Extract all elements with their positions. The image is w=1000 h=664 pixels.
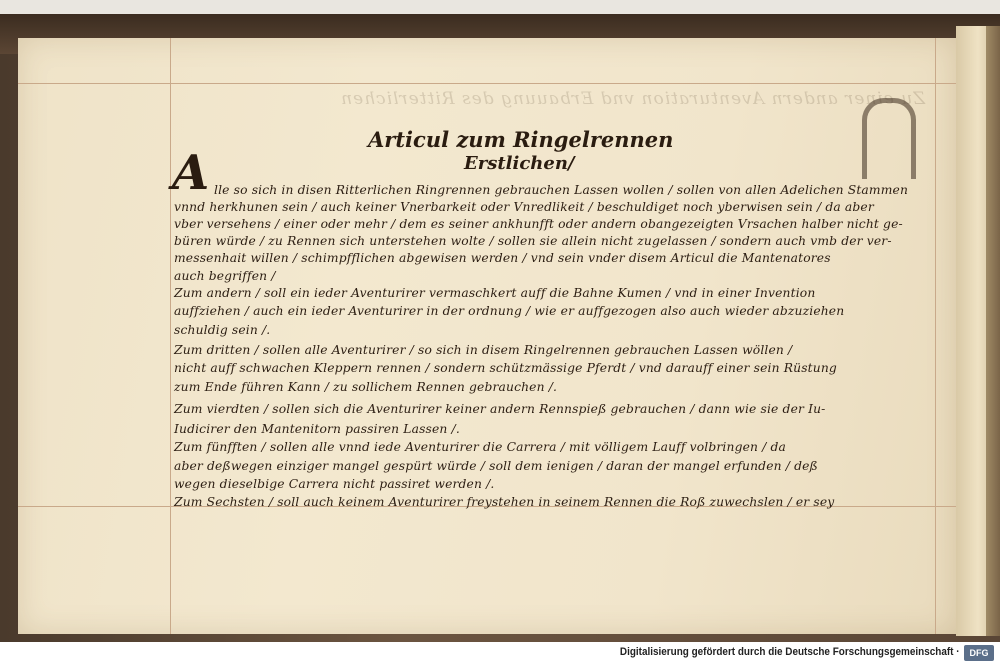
dfg-logo: DFG [964,645,994,661]
bleed-through-initial [862,98,916,179]
manuscript-line: büren würde / zu Rennen sich unterstehen wolte / sollen sie allein nicht zugelassen / sondern auch vmb der ver- [174,234,892,248]
manuscript-line: Zum Sechsten / soll auch keinem Aventurirer freystehen in seinem Rennen die Roß zuwechslen / er sey [174,495,835,509]
ruling-line-vertical-left [170,38,171,634]
ruling-line-vertical-right [935,38,936,634]
decorated-initial: A [172,145,210,201]
manuscript-line: schuldig sein /. [174,323,271,337]
manuscript-line: Zum dritten / sollen alle Aventurirer / so sich in disem Ringelrennen gebrauchen Lassen wöllen / [174,343,793,357]
manuscript-line: Zum vierdten / sollen sich die Aventurirer keiner andern Rennspieß gebrauchen / dann wie sie der Iu- [174,402,826,416]
manuscript-line: nicht auff schwachen Kleppern rennen / sondern schützmässige Pferdt / vnd darauff einer sein Rüstung [174,361,837,375]
ruling-line-horizontal-top [18,83,956,84]
bleed-through-text: Zu einer andern Aventuration vnd Erbauung des Ritterlichen [340,89,925,109]
manuscript-line: zum Ende führen Kann / zu sollichem Rennen gebrauchen /. [174,380,558,394]
manuscript-line: Zum fünfften / sollen alle vnnd iede Aventurirer die Carrera / mit völligem Lauff volbringen / da [174,440,787,454]
manuscript-line: auch begriffen / [174,269,276,283]
manuscript-line: vnnd herkhunen sein / auch keiner Vnerbarkeit oder Vnredlikeit / beschuldiget noch yberwisen sein / da aber [174,200,874,214]
manuscript-line: wegen dieselbige Carrera nicht passiret werden /. [174,477,495,491]
manuscript-line: Zum andern / soll ein ieder Aventurirer vermaschkert auff die Bahne Kumen / vnd in einer Invention [174,286,816,300]
manuscript-subtitle: Erstlichen/ [464,153,575,174]
manuscript-line: lle so sich in disen Ritterlichen Ringrennen gebrauchen Lassen wollen / sollen von allen Adelichen Stammen [214,183,909,197]
manuscript-line: vber versehens / einer oder mehr / dem es seiner ankhunfft oder andern obangezeigten Vrsachen halber nicht ge- [174,217,903,231]
manuscript-line: aber deßwegen einziger mangel gespürt würde / soll dem ienigen / daran der mangel erfunden / deß [174,459,818,473]
manuscript-line: messenhait willen / schimpfflichen abgewisen werden / vnd sein vnder disem Articul die Mantenatores [174,251,831,265]
manuscript-title: Articul zum Ringelrennen [368,127,674,152]
manuscript-line: auffziehen / auch ein ieder Aventurirer in der ordnung / wie er auffgezogen also auch wieder abzuziehen [174,304,845,318]
funding-credit: Digitalisierung gefördert durch die Deutsche Forschungsgemeinschaft · [620,646,960,658]
manuscript-line: Iudicirer den Mantenitorn passiren Lassen /. [174,422,460,436]
book-edge [986,26,1000,636]
